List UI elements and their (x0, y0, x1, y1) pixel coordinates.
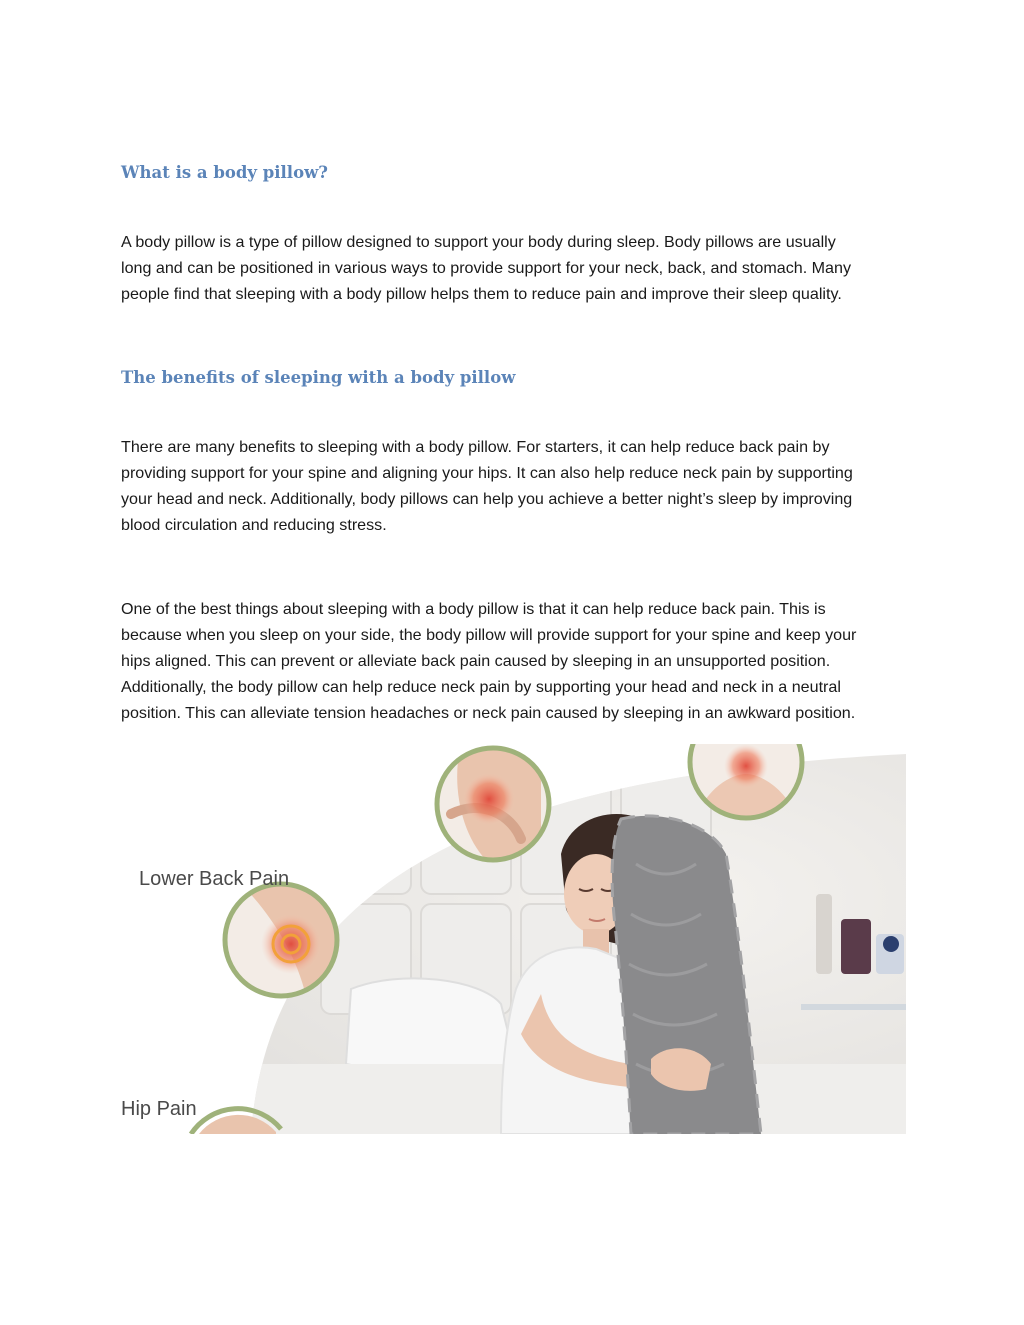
text-line: because when you sleep on your side, the body pillow will provide support for your spine and keep your (121, 626, 857, 644)
label-hip-pain: Hip Pain (121, 1098, 197, 1120)
body-pillow-illustration (121, 744, 906, 1134)
paragraph-back-pain (121, 596, 911, 726)
text-line: providing support for your spine and aligning your hips. It can also help reduce neck pain by supporting (121, 464, 853, 482)
text-line: There are many benefits to sleeping with a body pillow. For starters, it can help reduce back pain by (121, 438, 830, 456)
heading-benefits: The benefits of sleeping with a body pillow (121, 368, 516, 387)
text-line: long and can be positioned in various ways to provide support for your neck, back, and stomach. Many (121, 259, 851, 277)
paragraph-definition (121, 229, 911, 307)
paragraph-benefits (121, 434, 911, 538)
text-line: your head and neck. Additionally, body pillows can help you achieve a better night’s sleep by improving (121, 490, 853, 508)
text-line: blood circulation and reducing stress. (121, 516, 387, 534)
illustration-svg (121, 744, 906, 1134)
text-line: hips aligned. This can prevent or alleviate back pain caused by sleeping in an unsupported position. (121, 652, 831, 670)
lower-back-circle (437, 744, 549, 860)
text-line: Additionally, the body pillow can help reduce neck pain by supporting your head and neck in a neutral (121, 678, 841, 696)
text-line: One of the best things about sleeping with a body pillow is that it can help reduce back pain. This is (121, 600, 826, 618)
text-line: A body pillow is a type of pillow designed to support your body during sleep. Body pillows are usually (121, 233, 836, 251)
label-lower-back-pain: Lower Back Pain (139, 868, 290, 890)
heading-what-is-body-pillow: What is a body pillow? (121, 163, 328, 182)
text-line: people find that sleeping with a body pillow helps them to reduce pain and improve their sleep quality. (121, 285, 842, 303)
hip-circle (225, 884, 337, 996)
text-line: position. This can alleviate tension headaches or neck pain caused by sleeping in an awkward position. (121, 704, 856, 722)
